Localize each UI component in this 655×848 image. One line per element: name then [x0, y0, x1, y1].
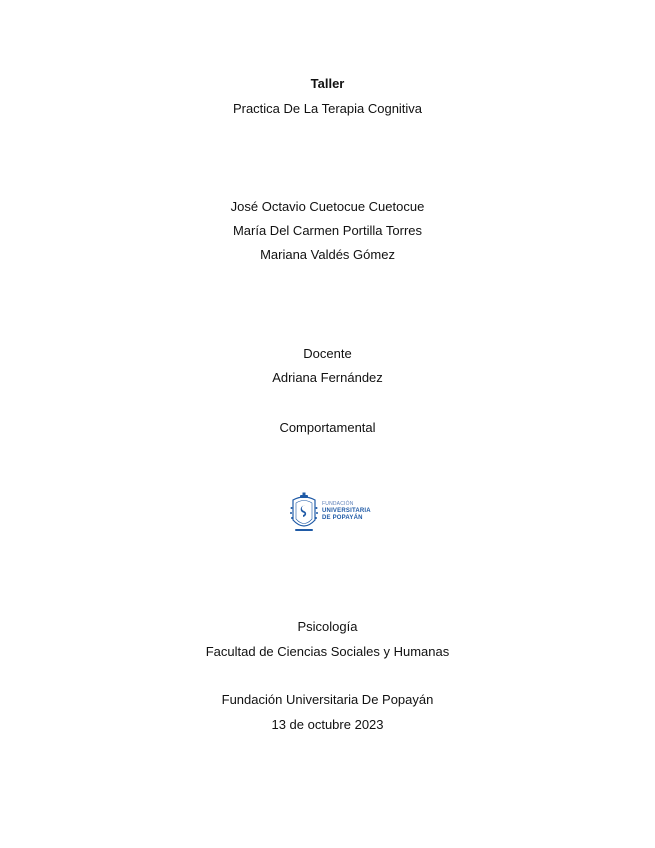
author-name: José Octavio Cuetocue Cuetocue: [230, 199, 425, 214]
faculty-name: Facultad de Ciencias Sociales y Humanas: [205, 644, 450, 659]
logo-wordmark: [322, 501, 371, 522]
university-logo: [289, 492, 369, 536]
teacher-label: Docente: [303, 346, 352, 361]
university-crest-icon: [289, 492, 319, 536]
logo-text-line: UNIVERSITARIA: [322, 508, 371, 514]
author-name: Mariana Valdés Gómez: [260, 247, 395, 262]
subject-name: Comportamental: [279, 420, 376, 435]
author-name: María Del Carmen Portilla Torres: [232, 223, 423, 238]
institution-name: Fundación Universitaria De Popayán: [221, 692, 434, 707]
teacher-name: Adriana Fernández: [272, 370, 383, 385]
logo-text-line: FUNDACIÓN: [322, 501, 354, 507]
document-subtitle: Practica De La Terapia Cognitiva: [232, 101, 423, 116]
logo-text-line: DE POPAYÁN: [322, 515, 363, 521]
document-date: 13 de octubre 2023: [271, 717, 384, 732]
program-name: Psicología: [297, 619, 358, 634]
document-title: Taller: [310, 76, 345, 91]
